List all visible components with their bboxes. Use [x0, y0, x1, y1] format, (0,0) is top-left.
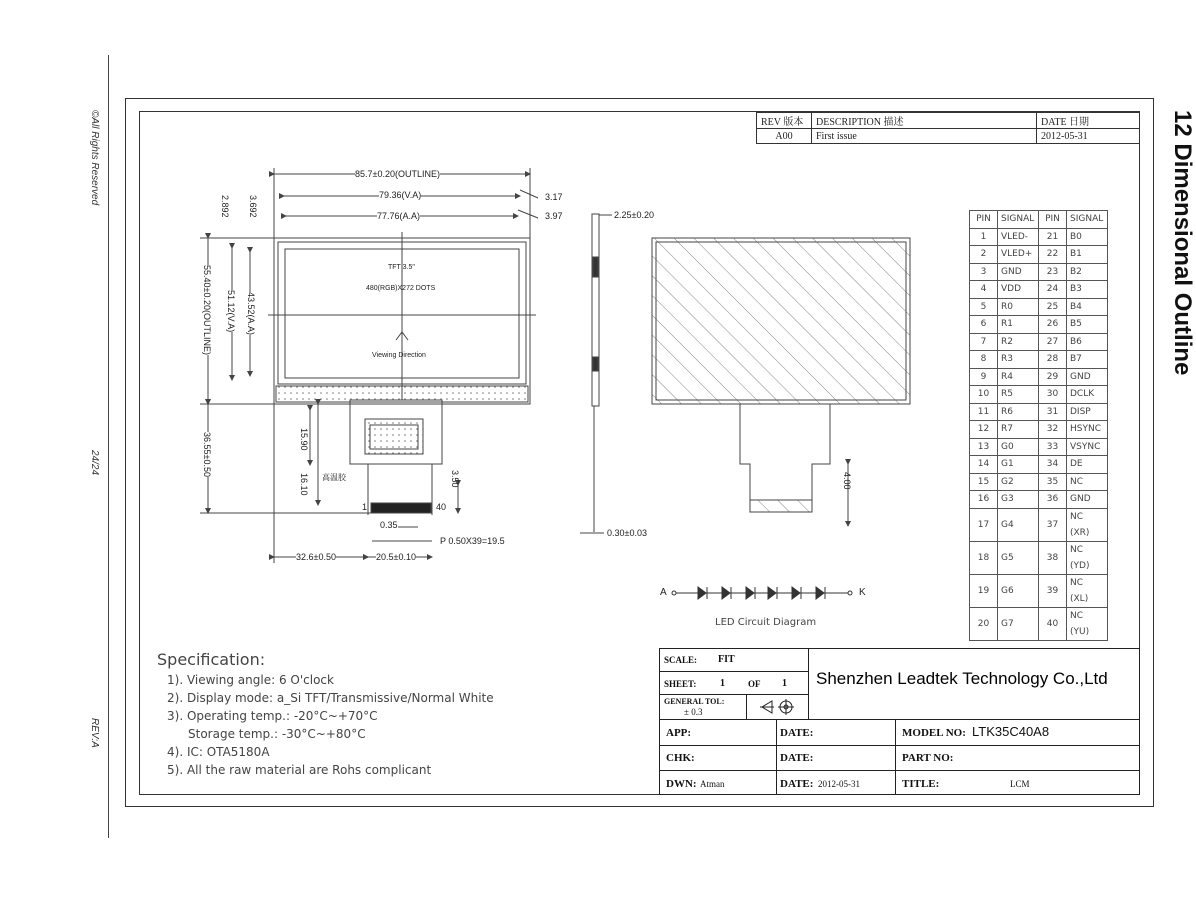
pin-table: [969, 210, 1108, 641]
pin-number: 39: [1039, 574, 1067, 607]
pin-signal: VSYNC: [1067, 438, 1108, 456]
pin-signal: R6: [998, 403, 1039, 421]
pin-row: [970, 541, 1108, 574]
panel-label-resolution: 480(RGB)X272 DOTS: [366, 285, 436, 292]
pin-first-label: 1: [362, 502, 368, 512]
pin-number: 4: [970, 281, 998, 299]
pin-row: [970, 263, 1108, 281]
pin-row: [970, 421, 1108, 439]
pin-signal: B0: [1067, 228, 1108, 246]
pin-signal: G1: [998, 456, 1039, 474]
pin-signal: DISP: [1067, 403, 1108, 421]
signal-header: SIGNAL: [998, 211, 1039, 229]
pin-row: [970, 246, 1108, 264]
title-label: TITLE:: [902, 778, 940, 790]
pin-row: [970, 281, 1108, 299]
pin-number: 3: [970, 263, 998, 281]
dim-fpc-2: 16.10: [299, 473, 309, 496]
pin-row: [970, 438, 1108, 456]
dim-va-width: 79.36(V.A): [379, 190, 422, 200]
dim-thickness: 2.25±0.20: [614, 210, 654, 220]
pin-row: [970, 473, 1108, 491]
pin-row: [970, 403, 1108, 421]
scale-label: SCALE:: [664, 655, 698, 665]
dwn-value: Atman: [700, 779, 725, 789]
dim-outline-height: 55.40±0.20(OUTLINE): [202, 265, 212, 355]
pin-number: 24: [1039, 281, 1067, 299]
pin-signal: G3: [998, 491, 1039, 509]
sheet-label: SHEET:: [664, 679, 697, 689]
dwn-label: DWN:: [666, 778, 697, 790]
dim-aa-width: 77.76(A.A): [377, 211, 421, 221]
pin-signal: B5: [1067, 316, 1108, 334]
pin-signal: R4: [998, 368, 1039, 386]
spec-item: 4). IC: OTA5180A: [167, 745, 270, 759]
tol-label: GENERAL TOL:: [664, 697, 725, 706]
rev-value: A00: [757, 129, 812, 144]
pin-signal: G6: [998, 574, 1039, 607]
dim-fpc-width: 20.5±0.10: [376, 552, 416, 562]
pin-row: [970, 386, 1108, 404]
pin-number: 36: [1039, 491, 1067, 509]
dim-aa-height: 43.52(A.A): [246, 292, 256, 336]
spec-item: 1). Viewing angle: 6 O'clock: [167, 673, 334, 687]
revision-text: REV:A: [89, 718, 100, 748]
pin-number: 25: [1039, 298, 1067, 316]
pin-signal: R1: [998, 316, 1039, 334]
dim-fpc-length: 36.55±0.50: [202, 432, 212, 477]
led-circuit-caption: LED Circuit Diagram: [715, 617, 817, 628]
led-circuit-diagram: [672, 587, 852, 599]
pin-row: [970, 508, 1108, 541]
page-number: 24/24: [89, 450, 100, 476]
copyright-text: ©All Rights Reserved: [89, 110, 100, 206]
pin-row: [970, 574, 1108, 607]
section-title: 12 Dimensional Outline: [1169, 110, 1196, 376]
pin-number: 31: [1039, 403, 1067, 421]
pin-header: PIN: [970, 211, 998, 229]
app-date-label: DATE:: [780, 727, 814, 739]
dwn-date-label: DATE:: [780, 778, 814, 790]
dim-right-offset-1: 3.17: [545, 192, 563, 202]
pin-number: 26: [1039, 316, 1067, 334]
pin-signal: DE: [1067, 456, 1108, 474]
spec-item: 5). All the raw material are Rohs complicant: [167, 763, 432, 777]
model-label: MODEL NO:: [902, 727, 966, 739]
pin-signal: NC (XL): [1067, 574, 1108, 607]
pin-number: 9: [970, 368, 998, 386]
dim-fpc-3: 3.50: [450, 470, 460, 488]
pin-signal: G4: [998, 508, 1039, 541]
title-value: LCM: [1010, 779, 1030, 789]
pin-signal: B1: [1067, 246, 1108, 264]
of-value: 1: [782, 678, 787, 689]
pin-signal: R5: [998, 386, 1039, 404]
description-value: First issue: [812, 129, 1037, 144]
back-view: [652, 238, 910, 526]
pin-row: [970, 316, 1108, 334]
rev-header: REV 版本: [757, 113, 812, 129]
pin-number: 22: [1039, 246, 1067, 264]
scale-value: FIT: [718, 654, 735, 665]
sheet-value: 1: [720, 678, 725, 689]
pin-number: 6: [970, 316, 998, 334]
pin-signal: R3: [998, 351, 1039, 369]
dim-fpc-1: 15.90: [299, 428, 309, 451]
pin-signal: R0: [998, 298, 1039, 316]
pin-row: [970, 351, 1108, 369]
pin-signal: NC (XR): [1067, 508, 1108, 541]
pin-last-label: 40: [436, 502, 447, 512]
pin-number: 11: [970, 403, 998, 421]
dim-top-offset-2: 3.692: [248, 195, 258, 218]
dim-va-height: 51.12(V.A): [226, 290, 236, 333]
dim-top-offset-1: 2.892: [220, 195, 230, 218]
pin-signal: G7: [998, 607, 1039, 640]
pin-signal: B6: [1067, 333, 1108, 351]
spec-item: 2). Display mode: a_Si TFT/Transmissive/Normal White: [167, 691, 494, 705]
dim-outline-width: 85.7±0.20(OUTLINE): [355, 169, 440, 179]
pin-signal: GND: [998, 263, 1039, 281]
signal-header: SIGNAL: [1067, 211, 1108, 229]
pin-signal: DCLK: [1067, 386, 1108, 404]
pin-number: 17: [970, 508, 998, 541]
app-label: APP:: [666, 727, 692, 739]
pin-number: 33: [1039, 438, 1067, 456]
dim-fpc-thickness: 0.30±0.03: [607, 528, 647, 538]
pin-number: 14: [970, 456, 998, 474]
dwn-date-value: 2012-05-31: [818, 779, 860, 789]
pin-signal: G0: [998, 438, 1039, 456]
pin-signal: NC (YU): [1067, 607, 1108, 640]
pin-row: [970, 333, 1108, 351]
pin-signal: NC: [1067, 473, 1108, 491]
pin-number: 10: [970, 386, 998, 404]
part-label: PART NO:: [902, 752, 954, 764]
pin-signal: R2: [998, 333, 1039, 351]
pin-number: 27: [1039, 333, 1067, 351]
pin-signal: G5: [998, 541, 1039, 574]
pin-number: 40: [1039, 607, 1067, 640]
pin-number: 23: [1039, 263, 1067, 281]
dim-pitch: P 0.50X39=19.5: [440, 536, 505, 546]
chk-label: CHK:: [666, 752, 695, 764]
pin-number: 8: [970, 351, 998, 369]
pin-row: [970, 298, 1108, 316]
pin-number: 2: [970, 246, 998, 264]
pin-number: 15: [970, 473, 998, 491]
pin-signal: NC (YD): [1067, 541, 1108, 574]
pin-row: [970, 607, 1108, 640]
led-cathode-label: K: [859, 587, 866, 598]
pin-number: 5: [970, 298, 998, 316]
specification-title: Specification:: [157, 650, 266, 669]
dim-fpc-offset: 32.6±0.50: [296, 552, 336, 562]
pin-number: 30: [1039, 386, 1067, 404]
pin-signal: B2: [1067, 263, 1108, 281]
pin-number: 12: [970, 421, 998, 439]
pin-number: 16: [970, 491, 998, 509]
dim-back-fpc-height: 4.00: [842, 472, 852, 490]
pin-number: 35: [1039, 473, 1067, 491]
pin-row: [970, 368, 1108, 386]
stiffener-label: 高温胶: [322, 473, 346, 482]
pin-number: 29: [1039, 368, 1067, 386]
specification-block: [157, 650, 494, 779]
pin-number: 7: [970, 333, 998, 351]
date-header: DATE 日期: [1037, 113, 1140, 129]
pin-signal: R7: [998, 421, 1039, 439]
pin-signal: VDD: [998, 281, 1039, 299]
pin-number: 18: [970, 541, 998, 574]
fpc-contacts: [371, 503, 431, 513]
pin-signal: HSYNC: [1067, 421, 1108, 439]
company-name: Shenzhen Leadtek Technology Co.,Ltd: [816, 669, 1108, 688]
tol-value: ± 0.3: [684, 707, 703, 717]
pin-number: 34: [1039, 456, 1067, 474]
description-header: DESCRIPTION 描述: [812, 113, 1037, 129]
pin-header: PIN: [1039, 211, 1067, 229]
pin-signal: B3: [1067, 281, 1108, 299]
spec-item: Storage temp.: -30°C~+80°C: [188, 727, 366, 741]
dim-right-offset-2: 3.97: [545, 211, 563, 221]
pin-number: 28: [1039, 351, 1067, 369]
pin-row: [970, 228, 1108, 246]
dim-pitch-width: 0.35: [380, 520, 398, 530]
spec-item: 3). Operating temp.: -20°C~+70°C: [167, 709, 378, 723]
pin-signal: B7: [1067, 351, 1108, 369]
pin-number: 1: [970, 228, 998, 246]
title-block: [659, 648, 1140, 795]
pin-number: 21: [1039, 228, 1067, 246]
front-view: [200, 168, 538, 563]
side-view: [580, 214, 612, 533]
model-value: LTK35C40A8: [972, 724, 1050, 739]
chk-date-label: DATE:: [780, 752, 814, 764]
pin-number: 13: [970, 438, 998, 456]
led-anode-label: A: [660, 587, 667, 598]
pin-number: 37: [1039, 508, 1067, 541]
pin-number: 20: [970, 607, 998, 640]
pin-signal: GND: [1067, 368, 1108, 386]
pin-number: 38: [1039, 541, 1067, 574]
pin-signal: G2: [998, 473, 1039, 491]
projection-symbol-icon: [758, 697, 798, 717]
date-value: 2012-05-31: [1037, 129, 1140, 144]
pin-number: 19: [970, 574, 998, 607]
of-label: OF: [748, 679, 761, 689]
panel-label-size: TFT 3.5": [388, 264, 415, 271]
pin-signal: VLED-: [998, 228, 1039, 246]
pin-signal: GND: [1067, 491, 1108, 509]
pin-number: 32: [1039, 421, 1067, 439]
pin-row: [970, 456, 1108, 474]
pin-signal: VLED+: [998, 246, 1039, 264]
pin-row: [970, 491, 1108, 509]
pin-signal: B4: [1067, 298, 1108, 316]
viewing-direction-label: Viewing Direction: [372, 352, 426, 359]
